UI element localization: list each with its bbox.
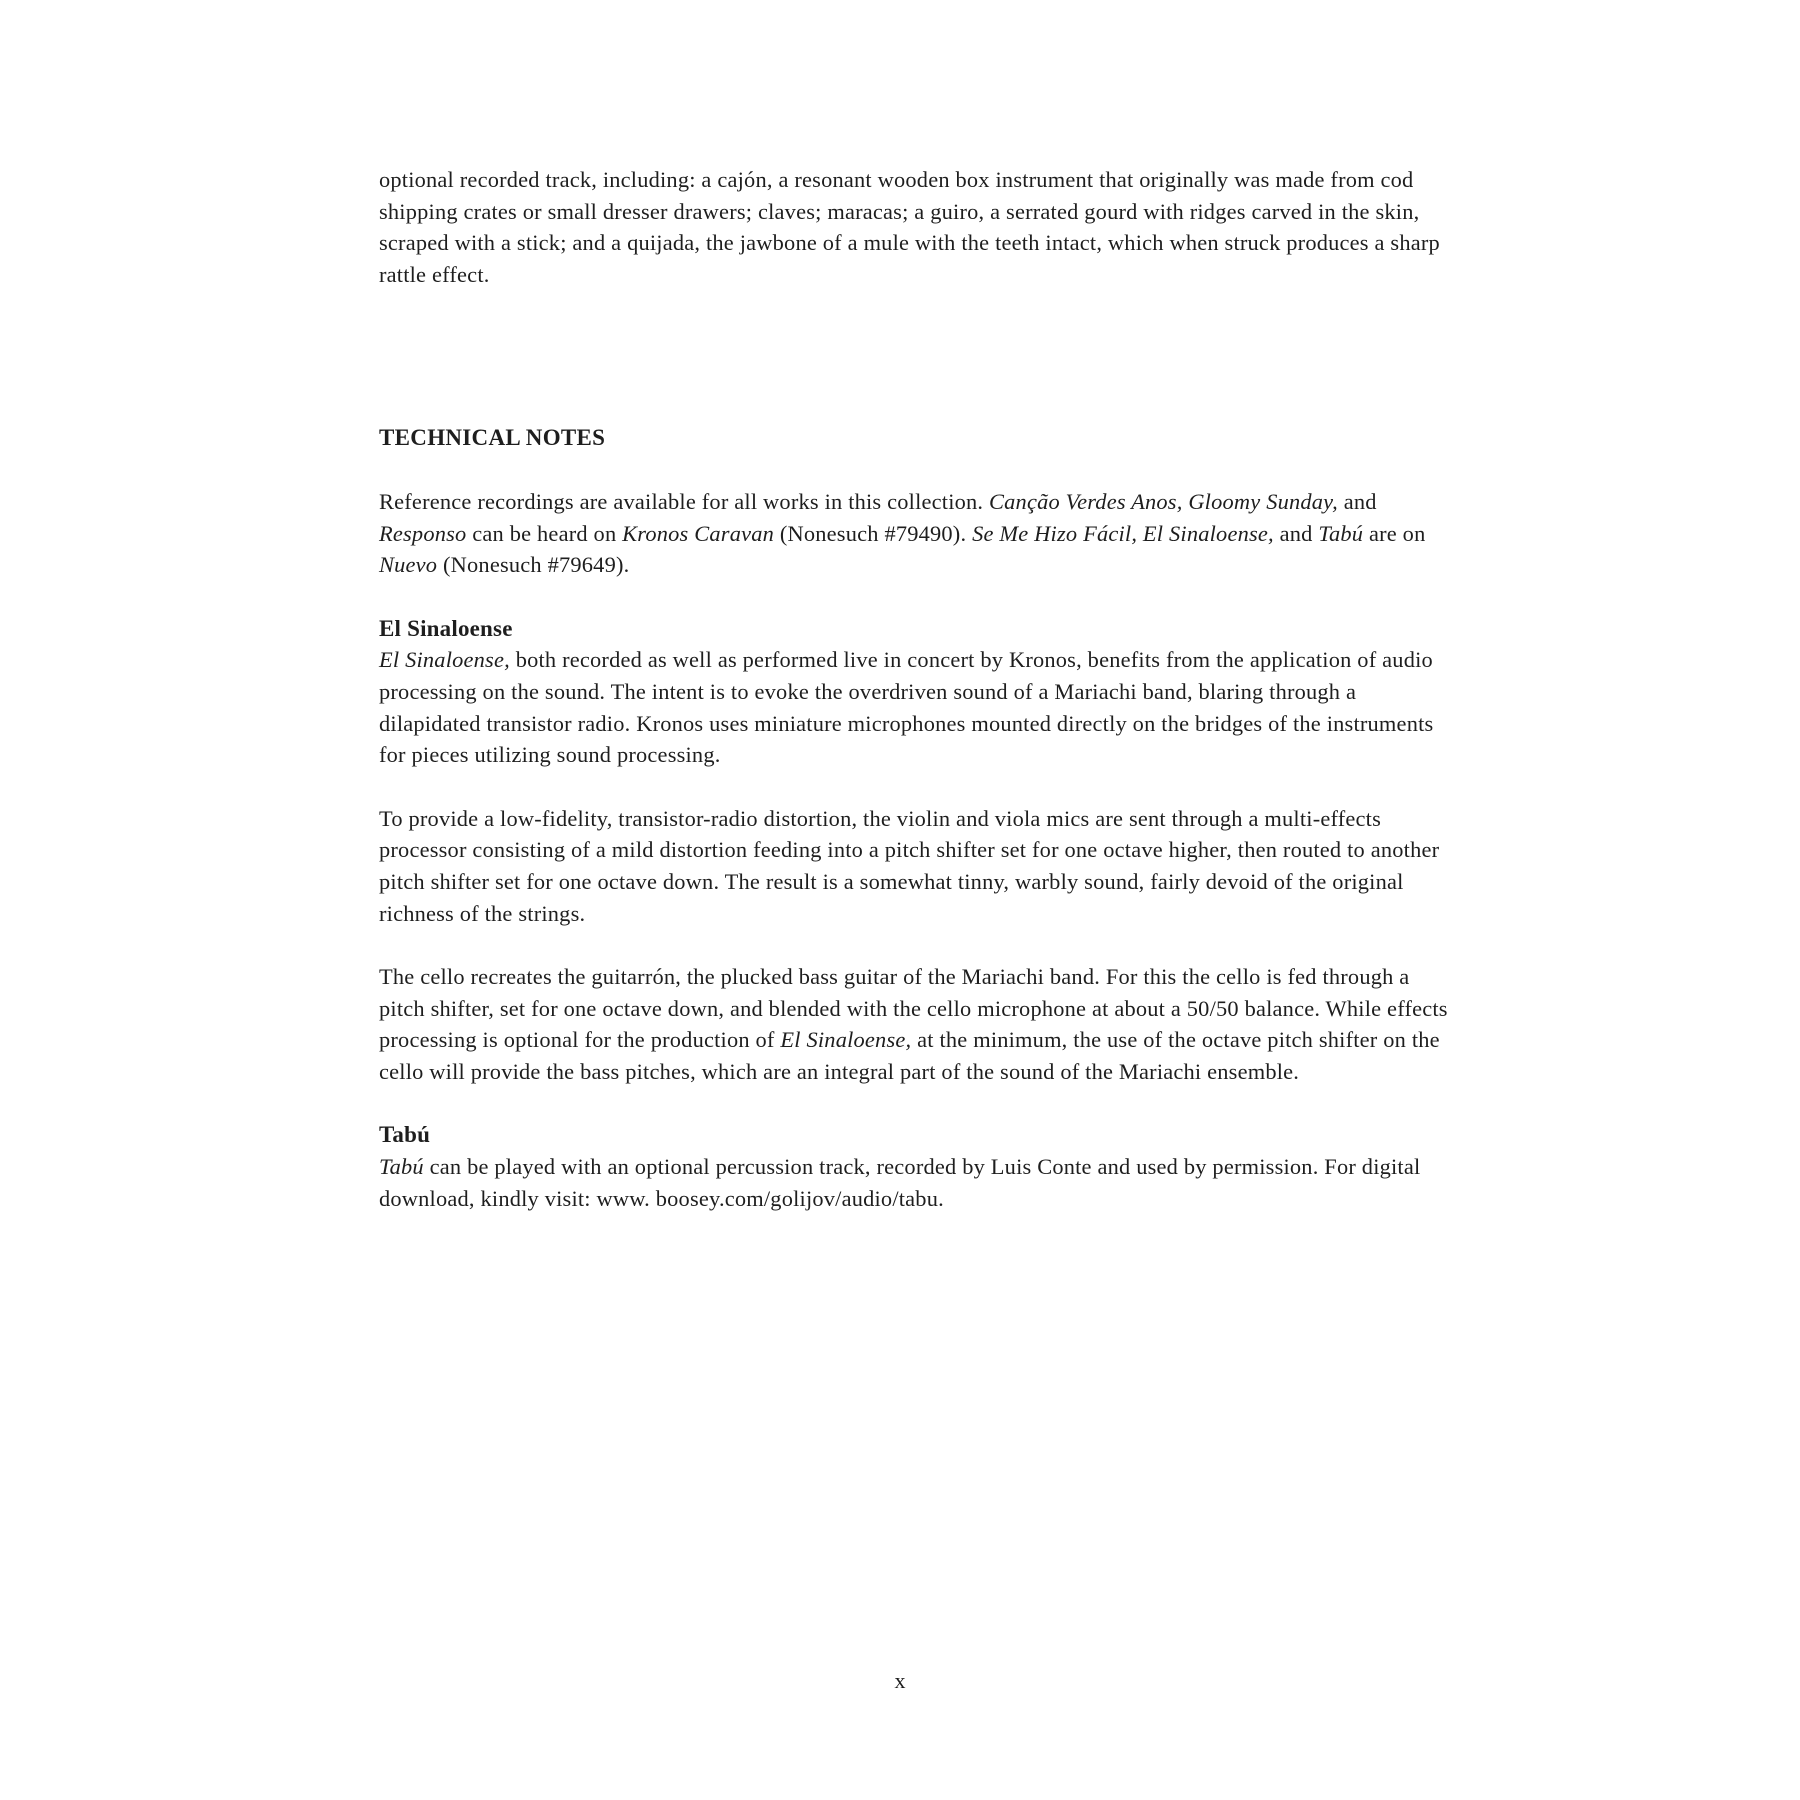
el-sinaloense-heading: El Sinaloense <box>379 615 513 641</box>
reference-text: and <box>1273 520 1319 546</box>
reference-text: (Nonesuch #79649). <box>437 552 630 578</box>
technical-notes-heading: TECHNICAL NOTES <box>379 425 606 451</box>
album-nuevo: Nuevo <box>379 552 438 578</box>
paragraph-text: can be played with an optional percussion track, recorded by Luis Conte and used by permission. For digital download, kindly visit: www. boosey.com/golijov/audio/tabu. <box>379 1154 1421 1211</box>
title-responso: Responso <box>379 520 467 546</box>
page-number: x <box>894 1668 906 1693</box>
section-spacer <box>379 322 1459 422</box>
title-el-sinaloense: El Sinaloense, <box>379 647 510 673</box>
title-se-me-hizo: Se Me Hizo Fácil, El Sinaloense, <box>972 520 1274 546</box>
tabu-paragraph <box>379 1151 1459 1214</box>
reference-text: (Nonesuch #79490). <box>774 520 973 546</box>
paragraph-text: The cello recreates the guitarrón, the plucked bass guitar of the Mariachi band. For this the cello is fed through a pitch shifter, set for one octave down, and blended with the cello microphone at about a 50/50 balance. While effects processing is optional for the production of <box>379 964 1448 1053</box>
title-el-sinaloense: El Sinaloense, <box>780 1027 912 1053</box>
title-cancao-gloomy: Canção Verdes Anos, Gloomy Sunday, <box>989 488 1338 514</box>
reference-text: and <box>1337 488 1377 514</box>
el-sinaloense-paragraph-3 <box>379 961 1459 1087</box>
el-sinaloense-paragraph-2: To provide a low-fidelity, transistor-radio distortion, the violin and viola mics are sent through a multi-effects processor consisting of a mild distortion feeding into a pitch shifter set for one octave higher, then routed to another pitch shifter set for one octave down. The result is a somewhat tinny, warbly sound, fairly devoid of the original richness of the strings. <box>379 805 1440 926</box>
title-tabu: Tabú <box>379 1154 424 1180</box>
paragraph-text: both recorded as well as performed live in concert by Kronos, benefits from the application of audio processing on the sound. The intent is to evoke the overdriven sound of a Mariachi band, blaring through a dilapidated transistor radio. Kronos uses miniature microphones mounted directly on the bridges of the instruments for pieces utilizing sound processing. <box>379 647 1434 768</box>
reference-text: Reference recordings are available for all works in this collection. <box>379 488 990 514</box>
reference-recordings-paragraph <box>379 486 1459 581</box>
album-kronos-caravan: Kronos Caravan <box>622 520 775 546</box>
intro-paragraph: optional recorded track, including: a cajón, a resonant wooden box instrument that originally was made from cod shipping crates or small dresser drawers; claves; maracas; a guiro, a serrated gourd with ridges carved in the skin, scraped with a stick; and a quijada, the jawbone of a mule with the teeth intact, which when struck produces a sharp rattle effect. <box>379 167 1440 287</box>
reference-text: are on <box>1363 520 1426 546</box>
reference-text: can be heard on <box>466 520 623 546</box>
title-tabu: Tabú <box>1318 520 1364 546</box>
tabu-heading: Tabú <box>379 1122 431 1148</box>
el-sinaloense-paragraph-1 <box>379 644 1459 770</box>
paragraph-text: at the minimum, the use of the octave pitch shifter on the cello will provide the bass pitches, which are an integral part of the sound of the Mariachi ensemble. <box>379 1027 1440 1084</box>
document-body <box>379 164 1459 1246</box>
